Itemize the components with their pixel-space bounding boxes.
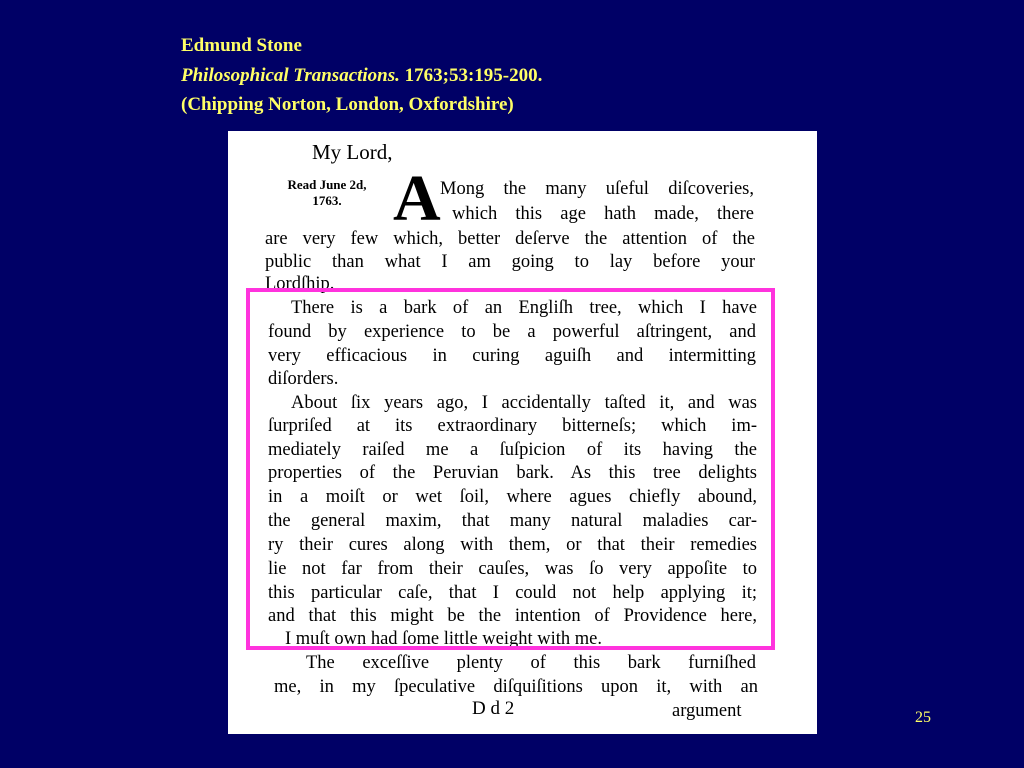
letter-line: this particular caſe, that I could not help applying it; bbox=[268, 583, 757, 603]
slide-page-number: 25 bbox=[915, 709, 931, 726]
letter-line: found by experience to be a powerful aſtringent, and bbox=[268, 322, 756, 342]
drop-cap: A bbox=[393, 162, 441, 235]
letter-line: Lordſhip. bbox=[265, 274, 335, 294]
citation-line bbox=[181, 61, 542, 91]
letter-line: properties of the Peruvian bark. As this tree delights bbox=[268, 463, 757, 483]
letter-salutation: My Lord, bbox=[312, 140, 393, 164]
letter-line: mediately raiſed me a ſuſpicion of its having the bbox=[268, 440, 757, 460]
letter-line: There is a bark of an Engliſh tree, which I have bbox=[291, 298, 757, 318]
catchword: argument bbox=[672, 701, 742, 721]
letter-line: which this age hath made, there bbox=[452, 204, 754, 224]
citation-volume: 1763;53:195-200. bbox=[404, 64, 543, 86]
letter-line: About ſix years ago, I accidentally taſted it, and was bbox=[291, 393, 757, 413]
signature-mark: D d 2 bbox=[472, 698, 515, 719]
letter-scan bbox=[228, 131, 817, 734]
margin-note bbox=[272, 177, 382, 209]
letter-line: in a moiſt or wet ſoil, where agues chiefly abound, bbox=[268, 487, 757, 507]
letter-line: lie not far from their cauſes, was ſo very appoſite to bbox=[268, 559, 757, 579]
letter-line: are very few which, better deſerve the attention of the bbox=[265, 229, 755, 249]
letter-line: the general maxim, that many natural maladies car- bbox=[268, 511, 757, 531]
margin-note-year: 1763. bbox=[312, 193, 342, 208]
slide-header bbox=[181, 31, 542, 120]
letter-line: diſorders. bbox=[268, 369, 339, 389]
letter-line: The exceſſive plenty of this bark furniſhed bbox=[306, 653, 756, 673]
letter-line: I muſt own had ſome little weight with me. bbox=[285, 629, 603, 649]
margin-note-date: Read June 2d, bbox=[287, 177, 367, 192]
letter-line: ry their cures along with them, or that their remedies bbox=[268, 535, 757, 555]
journal-title: Philosophical Transactions. bbox=[181, 64, 400, 86]
letter-line: ſurpriſed at its extraordinary bitterneſs; which im- bbox=[268, 416, 757, 436]
letter-line: me, in my ſpeculative diſquiſitions upon it, with an bbox=[274, 677, 758, 697]
letter-line: public than what I am going to lay before your bbox=[265, 252, 755, 272]
author-name: Edmund Stone bbox=[181, 35, 302, 56]
letter-line: and that this might be the intention of Providence here, bbox=[268, 606, 757, 626]
places-line: (Chipping Norton, London, Oxfordshire) bbox=[181, 94, 514, 115]
letter-line: Mong the many uſeful diſcoveries, bbox=[440, 179, 754, 199]
letter-line: very efficacious in curing aguiſh and intermitting bbox=[268, 346, 756, 366]
